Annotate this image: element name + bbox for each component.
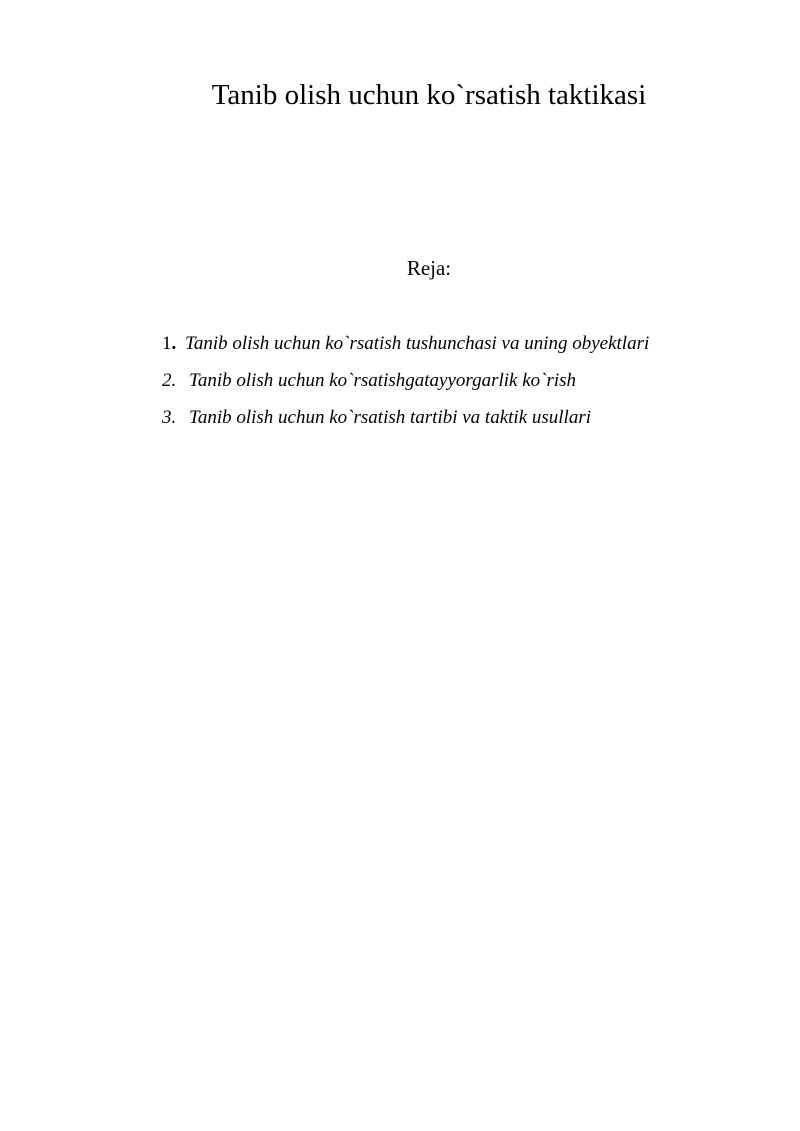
plan-item-text: Tanib olish uchun ko`rsatishgatayyorgarlik ko`rish — [189, 370, 577, 391]
plan-item-number: 1. — [162, 333, 177, 354]
plan-item-1 — [162, 331, 649, 368]
plan-item-text: Tanib olish uchun ko`rsatish tartibi va taktik usullari — [189, 407, 592, 428]
plan-heading: Reja: — [406, 256, 452, 280]
document-title: Tanib olish uchun ko`rsatish taktikasi — [211, 79, 647, 111]
plan-item-number: 3. — [162, 407, 177, 428]
plan-item-text: Tanib olish uchun ko`rsatish tushunchasi va uning obyektlari — [185, 333, 650, 354]
plan-list — [162, 331, 649, 442]
plan-item-3 — [162, 405, 649, 442]
plan-item-number: 2. — [162, 370, 177, 391]
plan-item-2 — [162, 368, 649, 405]
